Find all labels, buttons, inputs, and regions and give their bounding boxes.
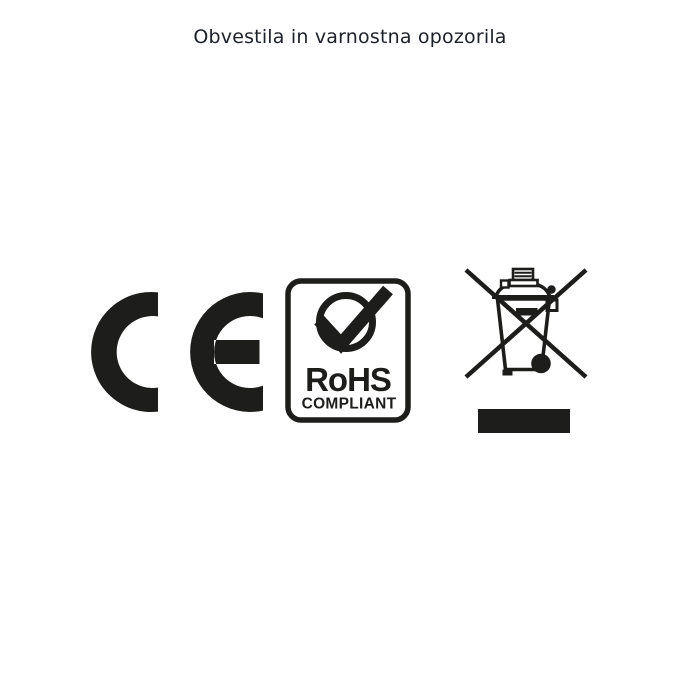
weee-date-bar (478, 409, 570, 433)
bin-inner-bar (516, 308, 538, 316)
rohs-subtitle-label: COMPLIANT (301, 395, 397, 413)
weee-crossed-bin-icon (466, 269, 586, 377)
ce-letter-e (190, 292, 263, 412)
rohs-label: RoHS (305, 361, 391, 398)
ce-letter-c (91, 292, 158, 412)
page-title: Obvestila in varnostna opozorila (193, 26, 507, 48)
bin-handle-flange (510, 280, 538, 286)
bin-foot (503, 370, 513, 376)
bin-left-knob (501, 281, 509, 288)
ce-mark-icon (91, 292, 263, 412)
rohs-compliant-badge (288, 281, 408, 420)
bin-wheel (531, 354, 551, 374)
bin-right-hinge (547, 285, 555, 293)
bin-handle-box (513, 269, 533, 280)
